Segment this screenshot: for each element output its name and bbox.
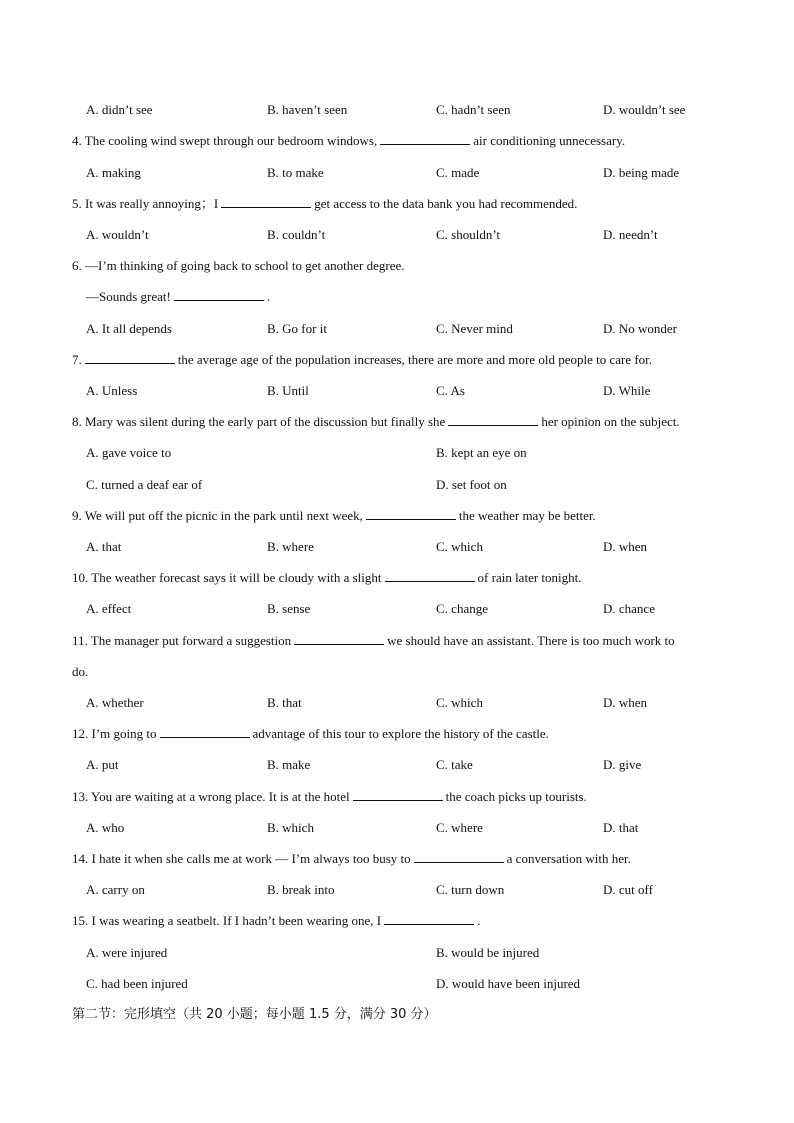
q9-option-a[interactable]: A. that — [86, 539, 122, 554]
q5-text-before: 5. It was really annoying；I — [72, 196, 219, 211]
q6-text-before: —Sounds great! — [86, 289, 171, 304]
q5-stem — [72, 195, 577, 213]
q7-option-d[interactable]: D. While — [603, 383, 651, 398]
q6-blank — [174, 288, 264, 301]
q13-text-before: 13. You are waiting at a wrong place. It is at the hotel — [72, 789, 350, 804]
q11-blank — [294, 632, 384, 645]
q15-blank — [384, 912, 474, 925]
q11-stem — [72, 632, 675, 650]
q12-option-c[interactable]: C. take — [436, 757, 473, 772]
q14-text-after: a conversation with her. — [506, 851, 631, 866]
q6-option-b[interactable]: B. Go for it — [267, 321, 327, 336]
q6-option-d[interactable]: D. No wonder — [603, 321, 678, 336]
q5-option-c[interactable]: C. shouldn’t — [436, 227, 501, 242]
q11-options — [86, 694, 726, 712]
q9-option-d[interactable]: D. when — [603, 539, 648, 554]
q4-option-c[interactable]: C. made — [436, 165, 480, 180]
q14-option-a[interactable]: A. carry on — [86, 882, 145, 897]
q10-stem — [72, 569, 582, 587]
q13-option-d[interactable]: D. that — [603, 820, 639, 835]
q11-option-c[interactable]: C. which — [436, 695, 483, 710]
q9-text-before: 9. We will put off the picnic in the park until next week, — [72, 508, 363, 523]
q11-text-after: we should have an assistant. There is too much work to — [387, 633, 675, 648]
q7-text-after: the average age of the population increases, there are more and more old people to care for. — [177, 352, 653, 367]
q13-text-after: the coach picks up tourists. — [445, 789, 587, 804]
q9-option-b[interactable]: B. where — [267, 539, 314, 554]
q12-option-a[interactable]: A. put — [86, 757, 119, 772]
q4-stem — [72, 132, 625, 150]
q15-text-after: . — [477, 913, 481, 928]
q15-options-row1 — [86, 944, 726, 962]
q5-option-d[interactable]: D. needn’t — [603, 227, 658, 242]
q12-text-before: 12. I’m going to — [72, 726, 157, 741]
q10-option-d[interactable]: D. chance — [603, 601, 655, 616]
q14-blank — [414, 850, 504, 863]
q15-stem — [72, 912, 480, 930]
q8-text-after: her opinion on the subject. — [541, 414, 680, 429]
q5-option-a[interactable]: A. wouldn’t — [86, 227, 149, 242]
q10-option-a[interactable]: A. effect — [86, 601, 132, 616]
q6-stem-line2 — [86, 288, 270, 306]
q4-option-a[interactable]: A. making — [86, 165, 141, 180]
q5-option-b[interactable]: B. couldn’t — [267, 227, 326, 242]
q6-stem-line1: 6. —I’m thinking of going back to school to get another degree. — [72, 258, 405, 273]
q4-text-after: air conditioning unnecessary. — [473, 133, 626, 148]
q6-option-c[interactable]: C. Never mind — [436, 321, 513, 336]
q13-blank — [353, 788, 443, 801]
q8-options-row2 — [86, 476, 726, 494]
q11-option-d[interactable]: D. when — [603, 695, 648, 710]
q7-option-b[interactable]: B. Until — [267, 383, 309, 398]
q5-blank — [221, 195, 311, 208]
q3-option-d[interactable]: D. wouldn’t see — [603, 102, 686, 117]
q5-text-after: get access to the data bank you had recommended. — [314, 196, 578, 211]
q4-option-d[interactable]: D. being made — [603, 165, 680, 180]
q10-blank — [385, 569, 475, 582]
q11-option-b[interactable]: B. that — [267, 695, 302, 710]
q9-text-after: the weather may be better. — [458, 508, 596, 523]
q15-option-a[interactable]: A. were injured — [86, 945, 168, 960]
q5-options — [86, 226, 726, 244]
q4-text-before: 4. The cooling wind swept through our bedroom windows, — [72, 133, 378, 148]
q4-blank — [380, 132, 470, 145]
q12-option-d[interactable]: D. give — [603, 757, 642, 772]
q10-option-c[interactable]: C. change — [436, 601, 488, 616]
q8-stem — [72, 413, 680, 431]
q15-text-before: 15. I was wearing a seatbelt. If I hadn’t been wearing one, I — [72, 913, 382, 928]
q7-option-a[interactable]: A. Unless — [86, 383, 138, 398]
q8-options-row1 — [86, 444, 726, 462]
q9-options — [86, 538, 726, 556]
q10-options — [86, 600, 726, 618]
q14-options — [86, 881, 726, 899]
q12-option-b[interactable]: B. make — [267, 757, 311, 772]
q8-option-d[interactable]: D. set foot on — [436, 477, 507, 492]
q8-option-b[interactable]: B. kept an eye on — [436, 445, 527, 460]
q15-option-d[interactable]: D. would have been injured — [436, 976, 581, 991]
q10-text-before: 10. The weather forecast says it will be cloudy with a slight — [72, 570, 382, 585]
q15-option-b[interactable]: B. would be injured — [436, 945, 540, 960]
q9-blank — [366, 507, 456, 520]
q6-text-after: . — [266, 289, 271, 304]
q7-options — [86, 382, 726, 400]
q11-stem-line2: do. — [72, 664, 89, 679]
section2-heading: 第二节：完形填空（共 20 小题；每小题 1.5 分，满分 30 分） — [72, 1007, 437, 1022]
q13-option-a[interactable]: A. who — [86, 820, 125, 835]
q10-option-b[interactable]: B. sense — [267, 601, 311, 616]
q9-option-c[interactable]: C. which — [436, 539, 483, 554]
q7-option-c[interactable]: C. As — [436, 383, 465, 398]
q3-option-a[interactable]: A. didn’t see — [86, 102, 153, 117]
q15-option-c[interactable]: C. had been injured — [86, 976, 188, 991]
q14-stem — [72, 850, 631, 868]
q15-options-row2 — [86, 975, 726, 993]
q12-stem — [72, 725, 549, 743]
q3-options — [86, 101, 726, 119]
q14-text-before: 14. I hate it when she calls me at work — I’m always too busy to — [72, 851, 411, 866]
q10-text-after: of rain later tonight. — [477, 570, 582, 585]
q6-option-a[interactable]: A. It all depends — [86, 321, 172, 336]
q13-options — [86, 819, 726, 837]
q9-stem — [72, 507, 596, 525]
q14-option-c[interactable]: C. turn down — [436, 882, 505, 897]
q8-text-before: 8. Mary was silent during the early part of the discussion but finally she — [72, 414, 446, 429]
q14-option-b[interactable]: B. break into — [267, 882, 335, 897]
q14-option-d[interactable]: D. cut off — [603, 882, 653, 897]
q7-stem — [72, 351, 652, 369]
q12-text-after: advantage of this tour to explore the history of the castle. — [252, 726, 549, 741]
q6-options — [86, 320, 726, 338]
q13-option-c[interactable]: C. where — [436, 820, 483, 835]
q7-text-before: 7. — [72, 352, 82, 367]
q4-option-b[interactable]: B. to make — [267, 165, 324, 180]
q4-options — [86, 164, 726, 182]
q12-blank — [160, 725, 250, 738]
q11-option-a[interactable]: A. whether — [86, 695, 144, 710]
q8-blank — [448, 413, 538, 426]
q7-blank — [85, 351, 175, 364]
q11-text-before: 11. The manager put forward a suggestion — [72, 633, 292, 648]
q3-option-c[interactable]: C. hadn’t seen — [436, 102, 511, 117]
q8-option-c[interactable]: C. turned a deaf ear of — [86, 477, 203, 492]
q8-option-a[interactable]: A. gave voice to — [86, 445, 172, 460]
q12-options — [86, 756, 726, 774]
q13-stem — [72, 788, 587, 806]
q3-option-b[interactable]: B. haven’t seen — [267, 102, 348, 117]
q13-option-b[interactable]: B. which — [267, 820, 314, 835]
